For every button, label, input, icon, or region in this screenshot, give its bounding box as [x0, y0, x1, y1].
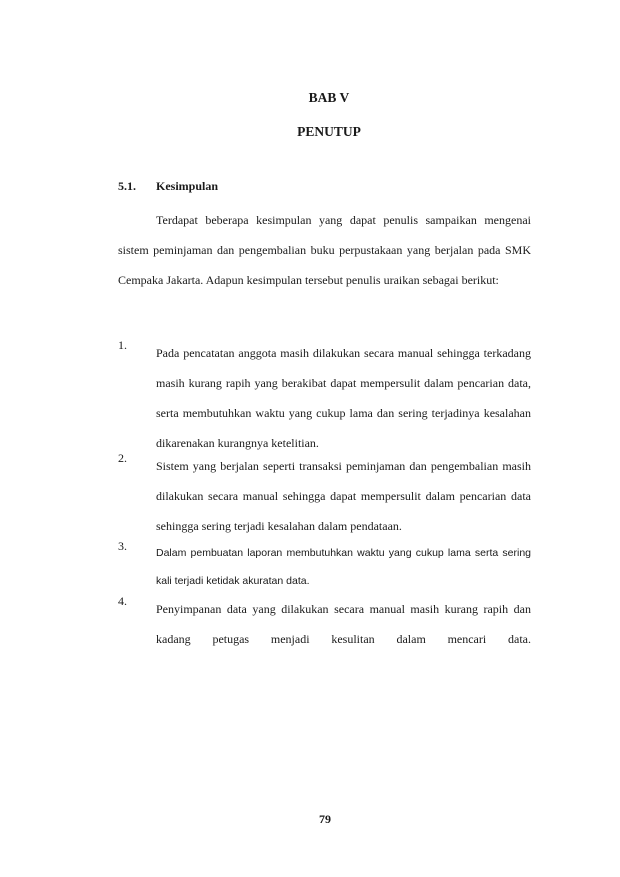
list-item-number: 2.: [118, 451, 127, 465]
list-item-number: 1.: [118, 338, 127, 352]
list-item-text: Pada pencatatan anggota masih dilakukan secara manual sehingga terkadang masih kurang rapih yang berakibat dapat mempersulit dalam pencarian data, serta membutuhkan waktu yang cukup lama dan sering terjadinya kesalahan dikarenakan kurangnya ketelitian.: [156, 346, 531, 450]
list-item-number: 3.: [118, 539, 127, 553]
list-item-text: Dalam pembuatan laporan membutuhkan waktu yang cukup lama serta sering kali terjadi ketidak akuratan data.: [156, 547, 531, 587]
page-number: 79: [319, 812, 331, 826]
section-number: 5.1.: [118, 179, 136, 193]
list-item-number: 4.: [118, 594, 127, 608]
chapter-title: PENUTUP: [297, 124, 361, 139]
intro-paragraph: Terdapat beberapa kesimpulan yang dapat penulis sampaikan mengenai sistem peminjaman dan pengembalian buku perpustakaan yang berjalan pada SMK Cempaka Jakarta. Adapun kesimpulan tersebut penulis uraikan sebagai berikut:: [118, 213, 531, 287]
list-item-text: Sistem yang berjalan seperti transaksi peminjaman dan pengembalian masih dilakukan secara manual sehingga dapat mempersulit dalam pencarian data sehingga sering terjadi kesalahan dalam pendataan.: [156, 459, 531, 533]
chapter-number: BAB V: [308, 90, 350, 105]
list-item-text: Penyimpanan data yang dilakukan secara manual masih kurang rapih dan kadang petugas menjadi kesulitan dalam mencari data.: [156, 602, 531, 646]
section-title: Kesimpulan: [156, 179, 219, 193]
